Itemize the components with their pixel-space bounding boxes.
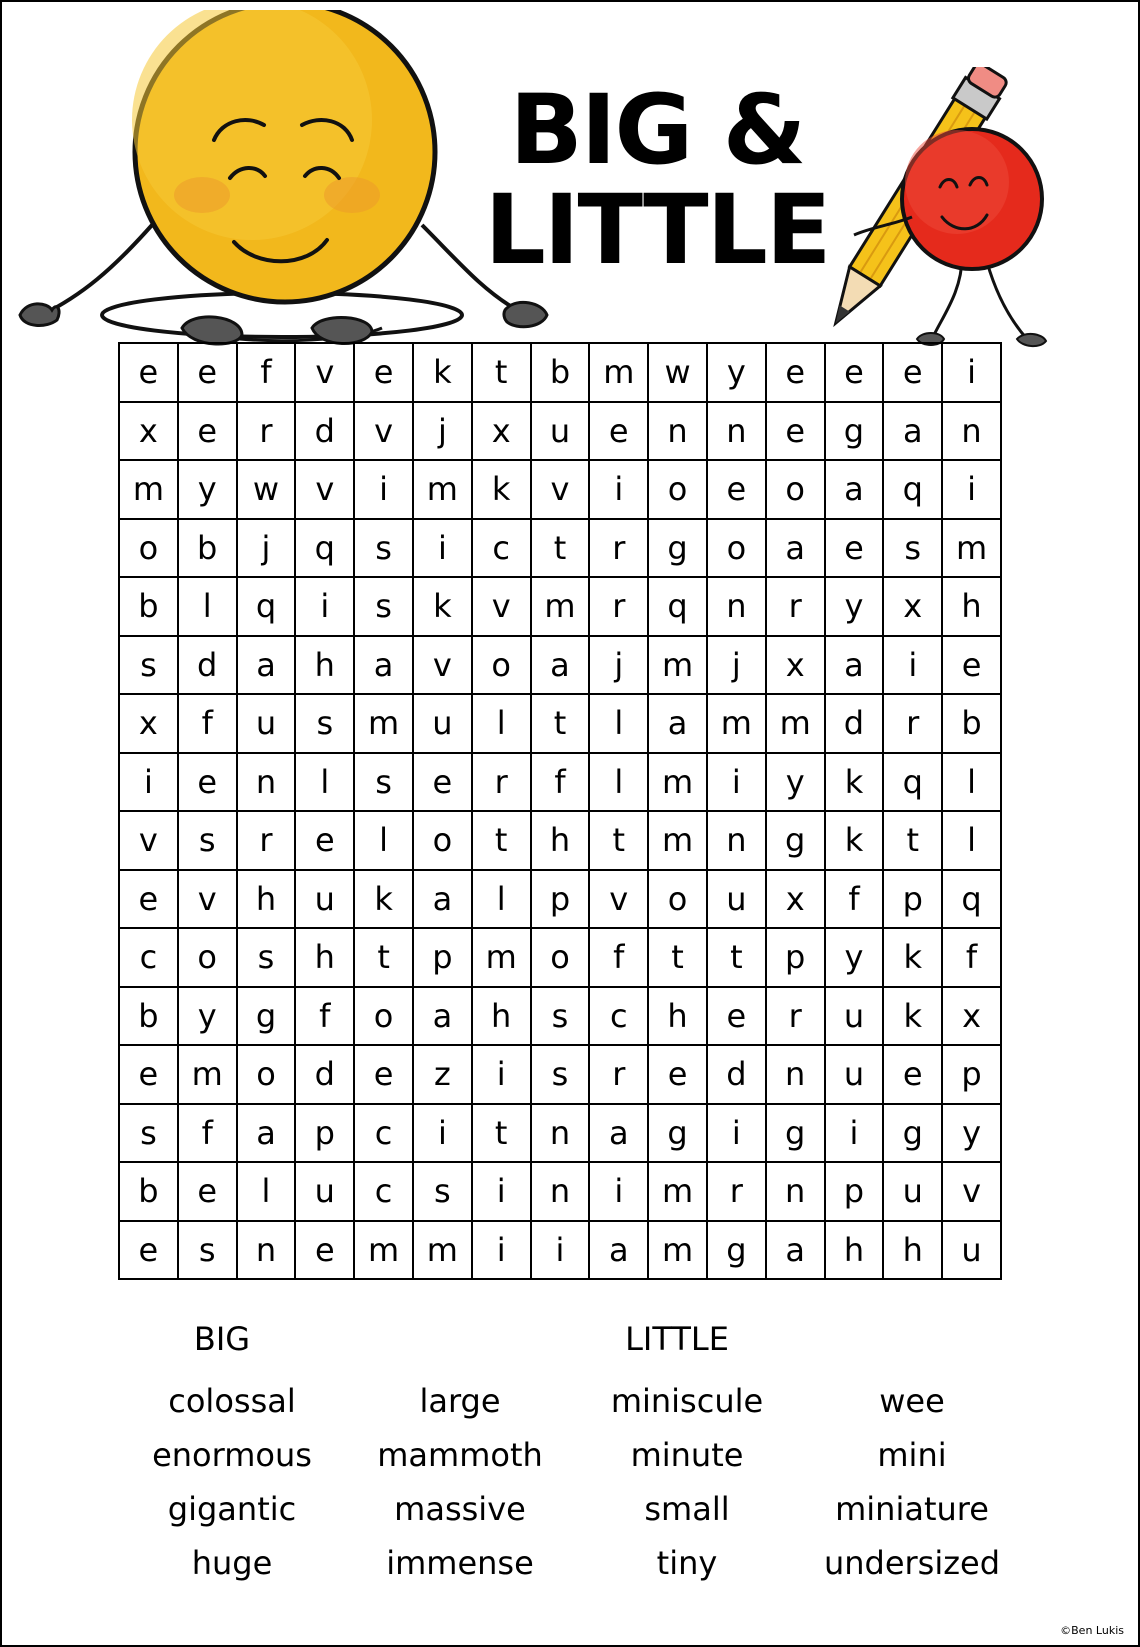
grid-cell[interactable]: q	[883, 460, 942, 519]
grid-cell[interactable]: h	[942, 577, 1001, 636]
grid-cell[interactable]: t	[648, 928, 707, 987]
grid-cell[interactable]: t	[589, 811, 648, 870]
grid-cell[interactable]: w	[648, 343, 707, 402]
grid-cell[interactable]: h	[295, 928, 354, 987]
grid-cell[interactable]: o	[354, 987, 413, 1046]
word-bank-word: minute	[630, 1436, 744, 1474]
word-bank-word: huge	[191, 1544, 273, 1582]
grid-cell[interactable]: k	[883, 987, 942, 1046]
grid-cell[interactable]: g	[883, 1104, 942, 1163]
grid-cell[interactable]: n	[707, 402, 766, 461]
grid-cell[interactable]: w	[237, 460, 296, 519]
grid-cell[interactable]: e	[295, 811, 354, 870]
grid-cell[interactable]: o	[119, 519, 178, 578]
grid-cell[interactable]: e	[354, 343, 413, 402]
grid-cell[interactable]: e	[295, 1221, 354, 1280]
grid-cell[interactable]: e	[766, 343, 825, 402]
grid-cell[interactable]: i	[472, 1162, 531, 1221]
grid-cell[interactable]: a	[883, 402, 942, 461]
grid-cell[interactable]: r	[766, 577, 825, 636]
grid-cell[interactable]: m	[648, 1221, 707, 1280]
grid-cell[interactable]: a	[413, 987, 472, 1046]
grid-cell[interactable]: e	[178, 753, 237, 812]
grid-cell[interactable]: y	[825, 928, 884, 987]
grid-cell[interactable]: e	[119, 1221, 178, 1280]
grid-cell[interactable]: a	[648, 694, 707, 753]
grid-cell[interactable]: p	[883, 870, 942, 929]
big-ball-right-hand	[504, 302, 547, 326]
grid-cell[interactable]: a	[589, 1104, 648, 1163]
word-bank-word: mini	[877, 1436, 947, 1474]
grid-cell[interactable]: n	[942, 402, 1001, 461]
grid-cell[interactable]: s	[354, 577, 413, 636]
grid-cell[interactable]: l	[237, 1162, 296, 1221]
grid-cell[interactable]: n	[648, 402, 707, 461]
grid-cell[interactable]: l	[942, 811, 1001, 870]
grid-cell[interactable]: d	[825, 694, 884, 753]
grid-cell[interactable]: i	[942, 460, 1001, 519]
title-line-2: LITTLE	[484, 174, 830, 286]
grid-cell[interactable]: c	[589, 987, 648, 1046]
grid-cell[interactable]: a	[237, 1104, 296, 1163]
grid-cell[interactable]: v	[531, 460, 590, 519]
grid-row	[119, 928, 1001, 987]
grid-cell[interactable]: m	[648, 753, 707, 812]
word-bank-word: miniscule	[610, 1382, 764, 1420]
grid-cell[interactable]: i	[472, 1221, 531, 1280]
grid-cell[interactable]: x	[119, 694, 178, 753]
grid-cell[interactable]: h	[295, 636, 354, 695]
grid-cell[interactable]: g	[766, 811, 825, 870]
word-bank-heading-little: LITTLE	[625, 1320, 729, 1358]
grid-cell[interactable]: x	[883, 577, 942, 636]
grid-cell[interactable]: x	[472, 402, 531, 461]
grid-cell[interactable]: l	[472, 694, 531, 753]
grid-cell[interactable]: y	[825, 577, 884, 636]
grid-row	[119, 1045, 1001, 1104]
grid-cell[interactable]: r	[237, 811, 296, 870]
grid-cell[interactable]: x	[766, 870, 825, 929]
grid-cell[interactable]: g	[237, 987, 296, 1046]
grid-cell[interactable]: g	[707, 1221, 766, 1280]
grid-cell[interactable]: o	[648, 460, 707, 519]
grid-cell[interactable]: r	[589, 1045, 648, 1104]
grid-cell[interactable]: q	[295, 519, 354, 578]
grid-cell[interactable]: h	[648, 987, 707, 1046]
word-bank-word: undersized	[823, 1544, 1001, 1582]
grid-cell[interactable]: h	[472, 987, 531, 1046]
grid-cell[interactable]: o	[531, 928, 590, 987]
grid-cell[interactable]: m	[413, 1221, 472, 1280]
grid-cell[interactable]: r	[707, 1162, 766, 1221]
grid-cell[interactable]: n	[707, 811, 766, 870]
grid-cell[interactable]: x	[119, 402, 178, 461]
grid-cell[interactable]: i	[589, 460, 648, 519]
grid-cell[interactable]: s	[178, 811, 237, 870]
grid-cell[interactable]: k	[472, 460, 531, 519]
grid-cell[interactable]: c	[119, 928, 178, 987]
grid-cell[interactable]: v	[354, 402, 413, 461]
grid-cell[interactable]: o	[766, 460, 825, 519]
grid-cell[interactable]: r	[237, 402, 296, 461]
grid-cell[interactable]: f	[178, 694, 237, 753]
grid-cell[interactable]: v	[119, 811, 178, 870]
word-bank-column-4	[812, 1374, 1012, 1590]
grid-cell[interactable]: q	[237, 577, 296, 636]
grid-cell[interactable]: p	[531, 870, 590, 929]
word-search-grid	[118, 342, 1002, 1280]
grid-cell[interactable]: t	[531, 694, 590, 753]
grid-cell[interactable]: m	[648, 636, 707, 695]
grid-cell[interactable]: f	[589, 928, 648, 987]
grid-cell[interactable]: s	[119, 1104, 178, 1163]
grid-row	[119, 870, 1001, 929]
grid-cell[interactable]: e	[119, 870, 178, 929]
grid-cell[interactable]: o	[237, 1045, 296, 1104]
grid-cell[interactable]: f	[531, 753, 590, 812]
word-bank-word: tiny	[656, 1544, 718, 1582]
grid-cell[interactable]: c	[354, 1104, 413, 1163]
grid-cell[interactable]: r	[589, 577, 648, 636]
grid-cell[interactable]: k	[883, 928, 942, 987]
word-bank-word: mammoth	[377, 1436, 543, 1474]
grid-cell[interactable]: t	[707, 928, 766, 987]
grid-cell[interactable]: s	[237, 928, 296, 987]
grid-cell[interactable]: o	[707, 519, 766, 578]
grid-cell[interactable]: e	[707, 460, 766, 519]
grid-cell[interactable]: e	[883, 343, 942, 402]
grid-cell[interactable]: e	[178, 402, 237, 461]
grid-cell[interactable]: k	[413, 577, 472, 636]
grid-row	[119, 987, 1001, 1046]
grid-cell[interactable]: s	[354, 753, 413, 812]
title-line-1: BIG &	[509, 74, 805, 186]
grid-cell[interactable]: u	[413, 694, 472, 753]
word-bank-word: colossal	[168, 1382, 296, 1420]
word-bank-column-2	[360, 1374, 560, 1590]
grid-cell[interactable]: l	[472, 870, 531, 929]
grid-cell[interactable]: q	[883, 753, 942, 812]
grid-cell[interactable]: i	[472, 1045, 531, 1104]
grid-cell[interactable]: e	[178, 1162, 237, 1221]
grid-cell[interactable]: l	[942, 753, 1001, 812]
grid-row	[119, 519, 1001, 578]
grid-cell[interactable]: v	[178, 870, 237, 929]
grid-cell[interactable]: m	[119, 460, 178, 519]
grid-row	[119, 460, 1001, 519]
grid-cell[interactable]: i	[531, 1221, 590, 1280]
grid-cell[interactable]: e	[413, 753, 472, 812]
grid-cell[interactable]: a	[354, 636, 413, 695]
grid-cell[interactable]: l	[589, 694, 648, 753]
grid-row	[119, 811, 1001, 870]
grid-cell[interactable]: m	[472, 928, 531, 987]
grid-cell[interactable]: e	[942, 636, 1001, 695]
grid-cell[interactable]: m	[766, 694, 825, 753]
grid-cell[interactable]: d	[707, 1045, 766, 1104]
grid-cell[interactable]: f	[825, 870, 884, 929]
grid-cell[interactable]: e	[119, 343, 178, 402]
grid-cell[interactable]: p	[413, 928, 472, 987]
grid-cell[interactable]: h	[531, 811, 590, 870]
grid-cell[interactable]: k	[413, 343, 472, 402]
grid-cell[interactable]: v	[295, 343, 354, 402]
grid-cell[interactable]: t	[354, 928, 413, 987]
grid-cell[interactable]: f	[178, 1104, 237, 1163]
grid-cell[interactable]: d	[178, 636, 237, 695]
grid-cell[interactable]: c	[472, 519, 531, 578]
grid-cell[interactable]: f	[237, 343, 296, 402]
grid-cell[interactable]: t	[472, 1104, 531, 1163]
grid-cell[interactable]: y	[942, 1104, 1001, 1163]
grid-cell[interactable]: p	[825, 1162, 884, 1221]
grid-cell[interactable]: e	[883, 1045, 942, 1104]
grid-cell[interactable]: j	[707, 636, 766, 695]
grid-cell[interactable]: n	[766, 1045, 825, 1104]
grid-cell[interactable]: p	[295, 1104, 354, 1163]
grid-cell[interactable]: i	[413, 1104, 472, 1163]
grid-row	[119, 343, 1001, 402]
grid-cell[interactable]: g	[648, 1104, 707, 1163]
word-bank-word: enormous	[152, 1436, 312, 1474]
grid-cell[interactable]: u	[883, 1162, 942, 1221]
grid-cell[interactable]: v	[589, 870, 648, 929]
grid-cell[interactable]: u	[531, 402, 590, 461]
grid-cell[interactable]: p	[942, 1045, 1001, 1104]
grid-cell[interactable]: i	[295, 577, 354, 636]
grid-cell[interactable]: v	[942, 1162, 1001, 1221]
grid-cell[interactable]: y	[766, 753, 825, 812]
grid-row	[119, 753, 1001, 812]
grid-cell[interactable]: n	[707, 577, 766, 636]
grid-cell[interactable]: i	[119, 753, 178, 812]
page-title	[462, 74, 852, 286]
grid-cell[interactable]: m	[354, 694, 413, 753]
word-bank-word: massive	[394, 1490, 526, 1528]
grid-cell[interactable]: e	[178, 343, 237, 402]
grid-cell[interactable]: b	[531, 343, 590, 402]
grid-cell[interactable]: m	[648, 811, 707, 870]
grid-cell[interactable]: n	[531, 1104, 590, 1163]
grid-cell[interactable]: m	[707, 694, 766, 753]
grid-cell[interactable]: t	[472, 811, 531, 870]
grid-cell[interactable]: i	[413, 519, 472, 578]
grid-cell[interactable]: a	[589, 1221, 648, 1280]
grid-cell[interactable]: q	[942, 870, 1001, 929]
grid-cell[interactable]: g	[825, 402, 884, 461]
grid-cell[interactable]: b	[942, 694, 1001, 753]
grid-row	[119, 636, 1001, 695]
grid-cell[interactable]: j	[589, 636, 648, 695]
grid-cell[interactable]: y	[707, 343, 766, 402]
grid-cell[interactable]: a	[825, 636, 884, 695]
grid-cell[interactable]: r	[883, 694, 942, 753]
word-bank-word: wee	[879, 1382, 945, 1420]
grid-cell[interactable]: u	[942, 1221, 1001, 1280]
grid-cell[interactable]: u	[707, 870, 766, 929]
grid-cell[interactable]: s	[295, 694, 354, 753]
grid-cell[interactable]: t	[531, 519, 590, 578]
grid-cell[interactable]: m	[178, 1045, 237, 1104]
grid-cell[interactable]: i	[825, 1104, 884, 1163]
grid-cell[interactable]: s	[413, 1162, 472, 1221]
grid-cell[interactable]: e	[354, 1045, 413, 1104]
grid-cell[interactable]: i	[942, 343, 1001, 402]
grid-cell[interactable]: y	[178, 987, 237, 1046]
grid-cell[interactable]: s	[883, 519, 942, 578]
grid-cell[interactable]: h	[883, 1221, 942, 1280]
grid-cell[interactable]: e	[707, 987, 766, 1046]
grid-cell[interactable]: h	[825, 1221, 884, 1280]
big-ball-right-foot	[312, 317, 372, 343]
grid-cell[interactable]: v	[413, 636, 472, 695]
grid-cell[interactable]: o	[472, 636, 531, 695]
grid-cell[interactable]: m	[413, 460, 472, 519]
grid-cell[interactable]: m	[942, 519, 1001, 578]
word-bank-heading-big: BIG	[193, 1320, 251, 1358]
grid-cell[interactable]: y	[178, 460, 237, 519]
grid-cell[interactable]: e	[648, 1045, 707, 1104]
grid-cell[interactable]: a	[413, 870, 472, 929]
grid-cell[interactable]: n	[531, 1162, 590, 1221]
grid-cell[interactable]: u	[295, 870, 354, 929]
grid-cell[interactable]: k	[825, 753, 884, 812]
grid-cell[interactable]: k	[354, 870, 413, 929]
word-bank-column-3	[587, 1374, 787, 1590]
grid-cell[interactable]: e	[589, 402, 648, 461]
grid-cell[interactable]: t	[883, 811, 942, 870]
grid-cell[interactable]: n	[237, 753, 296, 812]
grid-cell[interactable]: s	[178, 1221, 237, 1280]
grid-row	[119, 1221, 1001, 1280]
grid-cell[interactable]: i	[707, 753, 766, 812]
grid-cell[interactable]: c	[354, 1162, 413, 1221]
grid-cell[interactable]: o	[413, 811, 472, 870]
grid-cell[interactable]: g	[648, 519, 707, 578]
grid-cell[interactable]: h	[237, 870, 296, 929]
grid-cell[interactable]: z	[413, 1045, 472, 1104]
grid-cell[interactable]: s	[531, 1045, 590, 1104]
grid-cell[interactable]: s	[119, 636, 178, 695]
grid-cell[interactable]: j	[237, 519, 296, 578]
grid-cell[interactable]: r	[766, 987, 825, 1046]
grid-cell[interactable]: b	[178, 519, 237, 578]
grid-cell[interactable]: e	[766, 402, 825, 461]
word-bank-word: large	[419, 1382, 501, 1420]
grid-cell[interactable]: b	[119, 577, 178, 636]
grid-cell[interactable]: u	[825, 987, 884, 1046]
grid-cell[interactable]: r	[472, 753, 531, 812]
grid-cell[interactable]: m	[531, 577, 590, 636]
grid-cell[interactable]: l	[295, 753, 354, 812]
grid-cell[interactable]: s	[531, 987, 590, 1046]
grid-cell[interactable]: a	[766, 519, 825, 578]
grid-cell[interactable]: b	[119, 987, 178, 1046]
grid-cell[interactable]: t	[472, 343, 531, 402]
big-ball-left-hand	[20, 304, 59, 326]
grid-row	[119, 577, 1001, 636]
grid-cell[interactable]: f	[942, 928, 1001, 987]
grid-cell[interactable]: d	[295, 402, 354, 461]
little-ball-with-pencil-illustration	[812, 67, 1057, 357]
grid-cell[interactable]: k	[825, 811, 884, 870]
grid-cell[interactable]: b	[119, 1162, 178, 1221]
grid-cell[interactable]: n	[766, 1162, 825, 1221]
grid-cell[interactable]: a	[531, 636, 590, 695]
grid-cell[interactable]: l	[354, 811, 413, 870]
big-ball-left-foot	[182, 317, 242, 344]
grid-cell[interactable]: q	[648, 577, 707, 636]
grid-cell[interactable]: s	[354, 519, 413, 578]
grid-cell[interactable]: o	[648, 870, 707, 929]
grid-cell[interactable]: x	[766, 636, 825, 695]
grid-cell[interactable]: i	[589, 1162, 648, 1221]
grid-cell[interactable]: e	[825, 519, 884, 578]
grid-cell[interactable]: r	[589, 519, 648, 578]
grid-cell[interactable]: e	[119, 1045, 178, 1104]
grid-cell[interactable]: a	[237, 636, 296, 695]
grid-cell[interactable]: e	[825, 343, 884, 402]
word-bank-column-1	[132, 1374, 332, 1590]
grid-cell[interactable]: g	[766, 1104, 825, 1163]
grid-cell[interactable]: j	[413, 402, 472, 461]
grid-cell[interactable]: a	[825, 460, 884, 519]
grid-cell[interactable]: l	[178, 577, 237, 636]
grid-cell[interactable]: u	[295, 1162, 354, 1221]
grid-cell[interactable]: i	[354, 460, 413, 519]
grid-cell[interactable]: f	[295, 987, 354, 1046]
grid-cell[interactable]: u	[825, 1045, 884, 1104]
grid-cell[interactable]: x	[942, 987, 1001, 1046]
grid-row	[119, 402, 1001, 461]
grid-cell[interactable]: n	[237, 1221, 296, 1280]
grid-cell[interactable]: i	[883, 636, 942, 695]
grid-cell[interactable]: l	[589, 753, 648, 812]
word-bank-word: small	[644, 1490, 730, 1528]
grid-cell[interactable]: i	[707, 1104, 766, 1163]
word-bank-word: miniature	[835, 1490, 989, 1528]
grid-cell[interactable]: v	[472, 577, 531, 636]
grid-cell[interactable]: o	[178, 928, 237, 987]
grid-cell[interactable]: v	[295, 460, 354, 519]
grid-cell[interactable]: d	[295, 1045, 354, 1104]
word-bank-word: gigantic	[167, 1490, 297, 1528]
grid-cell[interactable]: m	[354, 1221, 413, 1280]
grid-row	[119, 1162, 1001, 1221]
grid-cell[interactable]: a	[766, 1221, 825, 1280]
grid-row	[119, 1104, 1001, 1163]
grid-cell[interactable]: u	[237, 694, 296, 753]
copyright-notice: ©Ben Lukis	[1060, 1624, 1124, 1637]
grid-row	[119, 694, 1001, 753]
word-bank-word: immense	[386, 1544, 534, 1582]
grid-cell[interactable]: p	[766, 928, 825, 987]
grid-cell[interactable]: m	[648, 1162, 707, 1221]
grid-cell[interactable]: m	[589, 343, 648, 402]
